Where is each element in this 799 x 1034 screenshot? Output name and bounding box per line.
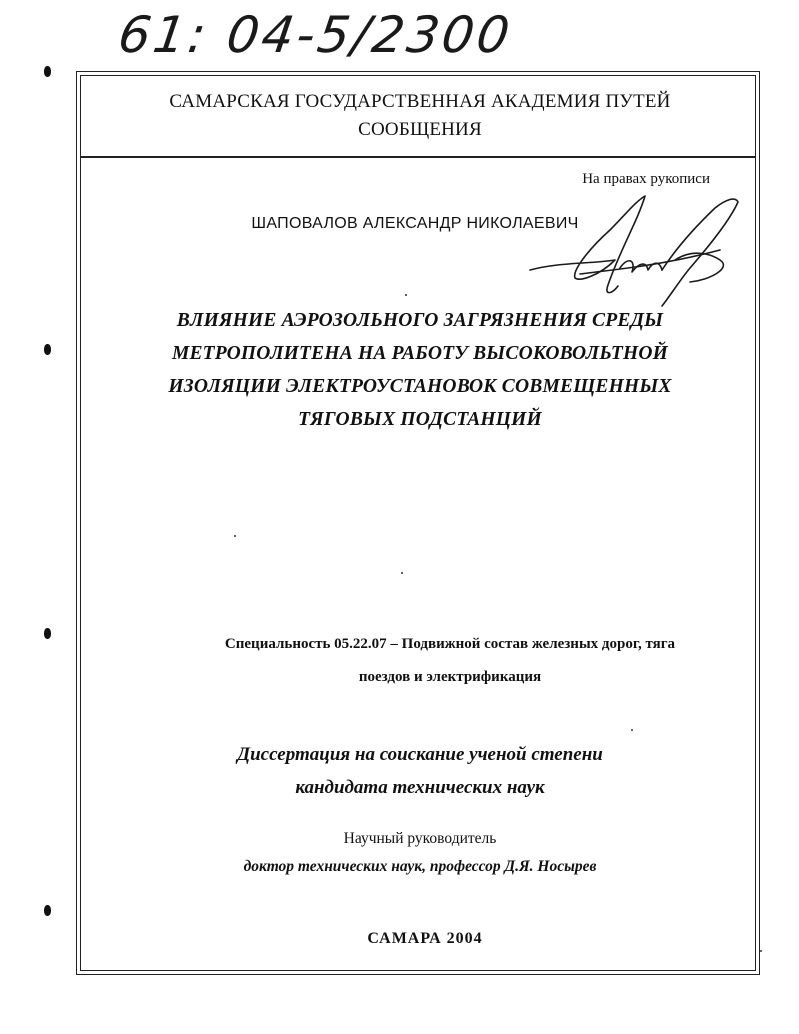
author-signature: [520, 190, 750, 310]
dissertation-line: кандидата технических наук: [295, 777, 545, 798]
specialty-line: поездов и электрификация: [358, 669, 542, 685]
scan-hole-mark: [44, 344, 51, 355]
header-divider: [80, 156, 756, 158]
supervisor-block: [120, 825, 720, 881]
archive-number: 61: 04-5/2300: [114, 6, 516, 64]
title-line: ТЯГОВЫХ ПОДСТАНЦИЙ: [298, 409, 542, 430]
scan-hole-mark: [44, 628, 51, 639]
supervisor-name: доктор технических наук, профессор Д.Я. Носырев: [243, 858, 597, 875]
specialty-line: Специальность 05.22.07 – Подвижной состав железных дорог, тяга: [224, 636, 676, 652]
institution-name: [100, 88, 740, 144]
author-name: ШАПОВАЛОВ АЛЕКСАНДР НИКОЛАЕВИЧ: [251, 215, 579, 232]
city-year: САМАРА 2004: [367, 930, 483, 947]
title-line: ИЗОЛЯЦИИ ЭЛЕКТРОУСТАНОВОК СОВМЕЩЕННЫХ: [168, 376, 672, 397]
institution-line: САМАРСКАЯ ГОСУДАРСТВЕННАЯ АКАДЕМИЯ ПУТЕЙ: [169, 91, 671, 112]
institution-line: СООБЩЕНИЯ: [358, 119, 482, 140]
dissertation-line: Диссертация на соискание ученой степени: [237, 744, 603, 765]
specialty-block: [150, 628, 750, 694]
scan-hole-mark: [44, 905, 51, 916]
title-line: ВЛИЯНИЕ АЭРОЗОЛЬНОГО ЗАГРЯЗНЕНИЯ СРЕДЫ: [176, 310, 664, 331]
manuscript-rights-note: На правах рукописи: [582, 171, 710, 187]
scan-hole-mark: [44, 66, 51, 77]
scan-speck: [760, 950, 762, 952]
dissertation-degree: [120, 738, 720, 804]
thesis-title: [100, 304, 740, 436]
supervisor-label: Научный руководитель: [343, 830, 497, 847]
title-line: МЕТРОПОЛИТЕНА НА РАБОТУ ВЫСОКОВОЛЬТНОЙ: [171, 343, 669, 364]
